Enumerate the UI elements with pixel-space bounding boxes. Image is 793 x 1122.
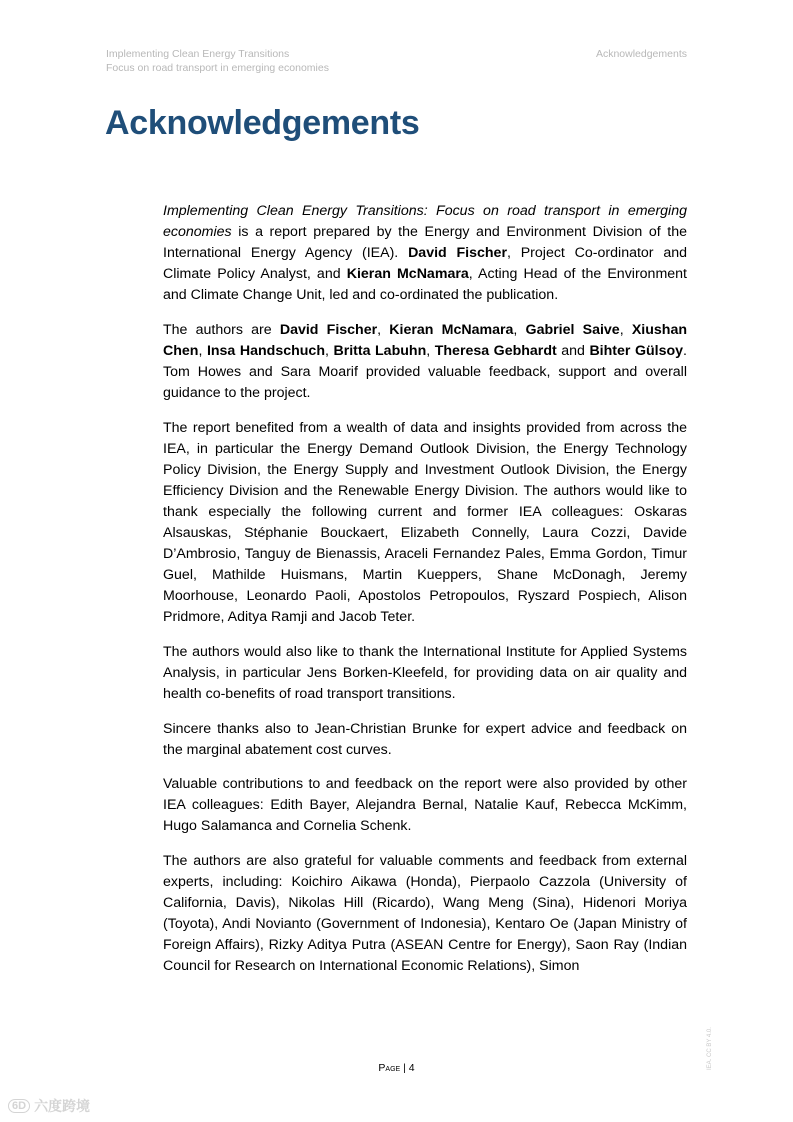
running-header-doc-subtitle: Focus on road transport in emerging economies [106,62,329,74]
page-number-footer [0,1062,793,1074]
author-name: Bihter Gülsoy [589,342,684,359]
running-header-left [106,47,329,75]
author-name: David Fischer [279,321,378,338]
license-note: IEA. CC BY 4.0. [707,1027,713,1070]
paragraph-text: The authors are [163,321,280,338]
author-name: Theresa Gebhardt [434,342,557,359]
paragraph-text: , [513,321,526,338]
body-paragraph [163,774,687,837]
author-name: Gabriel Saive [525,321,620,338]
page-number: 4 [408,1062,415,1074]
paragraph-text: The authors would also like to thank the International Institute for Applied Systems Analysis, in particular Jens Borken-Kleefeld, for providing data on air quality and health co-benefits of road transport transitions. [163,643,687,703]
page-separator: | [400,1062,409,1074]
body-paragraph [163,719,687,761]
body-paragraph [163,851,687,978]
paragraph-text: and [556,342,590,359]
author-name: Xiushan Chen [163,321,688,359]
paragraph-text: , Project Co-ordinator and Climate Policy Analyst, and [163,245,688,283]
author-name: Insa Handschuch [206,342,325,359]
paragraph-text: Valuable contributions to and feedback on the report were also provided by other IEA colleagues: Edith Bayer, Alejandra Bernal, Natalie Kauf, Rebecca McKimm, Hugo Salamanca and Cornelia Schenk. [163,776,687,835]
body-paragraph [163,642,687,705]
body-paragraph [163,418,687,629]
paragraph-text: , [324,342,334,359]
paragraph-text: , [619,321,632,338]
author-name: Kieran McNamara [346,266,469,283]
body-paragraph [163,320,687,404]
watermark-logo-icon: 6D [8,1099,30,1113]
page-label: Page [378,1062,401,1074]
paragraph-text: , Acting Head of the Environment and Climate Change Unit, led and co-ordinated the publication. [163,266,687,304]
watermark [8,1096,90,1116]
report-title: Implementing Clean Energy Transitions: Focus on road transport in emerging economies [163,203,687,241]
paragraph-text: The report benefited from a wealth of data and insights provided from across the IEA, in particular the Energy Demand Outlook Division, the Energy Technology Policy Division, the Energy Supply and Investment Outlook Division, the Energy Efficiency Division and the Renewable Energy Division. The authors would like to thank especially the following current and former IEA colleagues: Oskaras Alsauskas, Stéphanie Bouckaert, Elizabeth Connelly, Laura Cozzi, Davide D’Ambrosio, Tanguy de Bienassis, Araceli Fernandez Pales, Emma Gordon, Timur Guel, Mathilde Huismans, Martin Kueppers, Shane McDonagh, Jeremy Moorhouse, Leonardo Paoli, Apostolos Petropoulos, Ryszard Pospiech, Alison Pridmore, Aditya Ramji and Jacob Teter. [163,419,687,626]
acknowledgements-body [163,201,687,991]
paragraph-text: . Tom Howes and Sara Moarif provided valuable feedback, support and overall guidance to the project. [163,342,687,402]
paragraph-text: , [198,342,207,359]
paragraph-text: The authors are also grateful for valuable comments and feedback from external experts, including: Koichiro Aikawa (Honda), Pierpaolo Cazzola (University of California, Davis), Nikolas Hill (Ricardo), Wang Meng (Sina), Hidenori Moriya (Toyota), Andi Novianto (Government of Indonesia), Kentaro Oe (Japan Ministry of Foreign Affairs), Rizky Aditya Putra (ASEAN Centre for Energy), Saon Ray (Indian Council for Research on International Economic Relations), Simon [163,852,687,975]
paragraph-text: , [426,342,435,359]
author-name: Kieran McNamara [389,321,514,338]
paragraph-text: is a report prepared by the Energy and Environment Division of the International Energy Agency (IEA). [163,224,687,262]
watermark-text: 六度跨境 [34,1098,91,1114]
paragraph-text: Sincere thanks also to Jean-Christian Brunke for expert advice and feedback on the marginal abatement cost curves. [163,720,687,758]
page-title: Acknowledgements [105,104,420,142]
running-header-section: Acknowledgements [595,48,687,60]
body-paragraph [163,201,687,306]
author-name: Britta Labuhn [333,342,427,359]
paragraph-text: , [377,321,390,338]
author-name: David Fischer [408,245,507,262]
running-header-doc-title: Implementing Clean Energy Transitions [106,48,290,60]
